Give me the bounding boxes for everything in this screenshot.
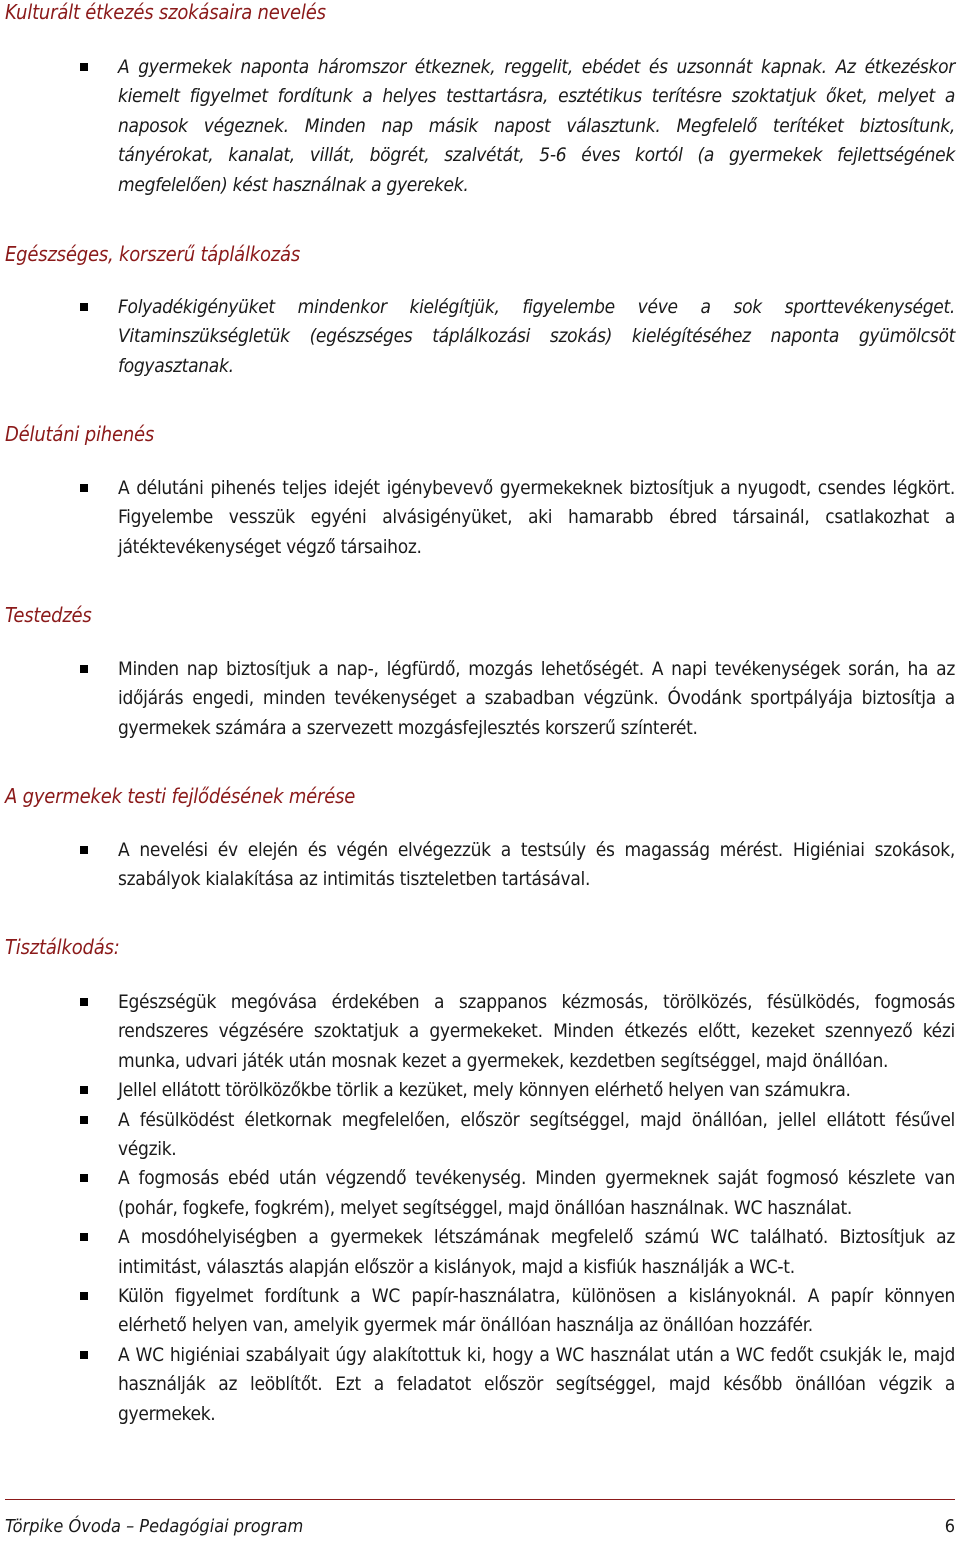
bullet-list-testi-fejlodes xyxy=(78,836,955,895)
square-bullet-icon xyxy=(80,1174,88,1182)
list-item: Folyadékigényüket mindenkor kielégítjük, figyelembe véve a sok sporttevékenységet. Vitaminszükségletük (egészséges táplálkozási szokás) kielégítéséhez naponta gyümölcsöt fogyasztanak. xyxy=(78,293,955,381)
footer-title: Törpike Óvoda – Pedagógiai program xyxy=(5,1516,304,1537)
list-item: A WC higiéniai szabályait úgy alakítottuk ki, hogy a WC használat után a WC fedőt csukják le, majd használják az leöblítőt. Ezt a feladatot először segítséggel, majd később önállóan végzik a gyermekek. xyxy=(78,1341,955,1429)
section-heading-kulturalt-etkezes: Kulturált étkezés szokásaira nevelés xyxy=(5,0,326,24)
square-bullet-icon xyxy=(80,998,88,1006)
section-heading-tisztalkodas: Tisztálkodás: xyxy=(5,935,120,959)
list-item: Minden nap biztosítjuk a nap-, légfürdő, mozgás lehetőségét. A napi tevékenységek során, ha az időjárás engedi, minden tevékenységet a szabadban végzünk. Óvodánk sportpályája biztosítja a gyermekek számára a szervezett mozgásfejlesztés korszerű színterét. xyxy=(78,655,955,743)
bullet-list-kulturalt-etkezes xyxy=(78,53,955,200)
square-bullet-icon xyxy=(80,1233,88,1241)
square-bullet-icon xyxy=(80,1116,88,1124)
section-heading-testedzes: Testedzés xyxy=(5,603,92,627)
section-heading-egeszseges-taplalkozas: Egészséges, korszerű táplálkozás xyxy=(5,242,301,266)
section-heading-testi-fejlodes: A gyermekek testi fejlődésének mérése xyxy=(5,784,356,808)
bullet-list-egeszseges-taplalkozas xyxy=(78,293,955,381)
square-bullet-icon xyxy=(80,846,88,854)
list-item: A fésülködést életkornak megfelelően, először segítséggel, majd önállóan, jellel ellátott fésűvel végzik. xyxy=(78,1106,955,1165)
list-item: A fogmosás ebéd után végzendő tevékenység. Minden gyermeknek saját fogmosó készlete van (pohár, fogkefe, fogkrém), melyet segítséggel, majd önállóan használnak. WC használat. xyxy=(78,1164,955,1223)
list-item: A gyermekek naponta háromszor étkeznek, reggelit, ebédet és uzsonnát kapnak. Az étkezéskor kiemelt figyelmet fordítunk a helyes testtartásra, esztétikus terítésre szoktatjuk őket, melyet a naposok végeznek. Minden nap másik napost választunk. Megfelelő terítéket biztosítunk, tányérokat, kanalat, villát, bögrét, szalvétát, 5-6 éves kortól (a gyermekek fejlettségének megfelelően) kést használnak a gyerekek. xyxy=(78,53,955,200)
page-number: 6 xyxy=(944,1516,955,1537)
bullet-list-testedzes xyxy=(78,655,955,743)
square-bullet-icon xyxy=(80,484,88,492)
square-bullet-icon xyxy=(80,1086,88,1094)
list-item: Jellel ellátott törölközőkbe törlik a kezüket, mely könnyen elérhető helyen van számukra. xyxy=(78,1076,955,1105)
list-item: A nevelési év elején és végén elvégezzük a testsúly és magasság mérést. Higiéniai szokások, szabályok kialakítása az intimitás tiszteletben tartásával. xyxy=(78,836,955,895)
footer-divider xyxy=(5,1499,955,1500)
list-item: Egészségük megóvása érdekében a szappanos kézmosás, törölközés, fésülködés, fogmosás rendszeres végzésére szoktatjuk a gyermekeket. Minden étkezés előtt, kezeket szennyező kézi munka, udvari játék után mosnak kezet a gyermekek, kezdetben segítséggel, majd önállóan. xyxy=(78,988,955,1076)
square-bullet-icon xyxy=(80,665,88,673)
square-bullet-icon xyxy=(80,303,88,311)
list-item: Külön figyelmet fordítunk a WC papír-használatra, különösen a kislányoknál. A papír könnyen elérhető helyen van, amelyik gyermek már önállóan használja az önállóan hozzáfér. xyxy=(78,1282,955,1341)
list-item: A délutáni pihenés teljes idejét igénybevevő gyermekeknek biztosítjuk a nyugodt, csendes légkört. Figyelembe vesszük egyéni alvásigényüket, aki hamarabb ébred társainál, csatlakozhat a játéktevékenységet végző társaihoz. xyxy=(78,474,955,562)
square-bullet-icon xyxy=(80,63,88,71)
bullet-list-tisztalkodas xyxy=(78,988,955,1429)
section-heading-delutani-pihenes: Délutáni pihenés xyxy=(5,422,155,446)
list-item: A mosdóhelyiségben a gyermekek létszámának megfelelő számú WC található. Biztosítjuk az intimitást, választás alapján először a kislányok, majd a kisfiúk használják a WC-t. xyxy=(78,1223,955,1282)
bullet-list-delutani-pihenes xyxy=(78,474,955,562)
square-bullet-icon xyxy=(80,1351,88,1359)
square-bullet-icon xyxy=(80,1292,88,1300)
